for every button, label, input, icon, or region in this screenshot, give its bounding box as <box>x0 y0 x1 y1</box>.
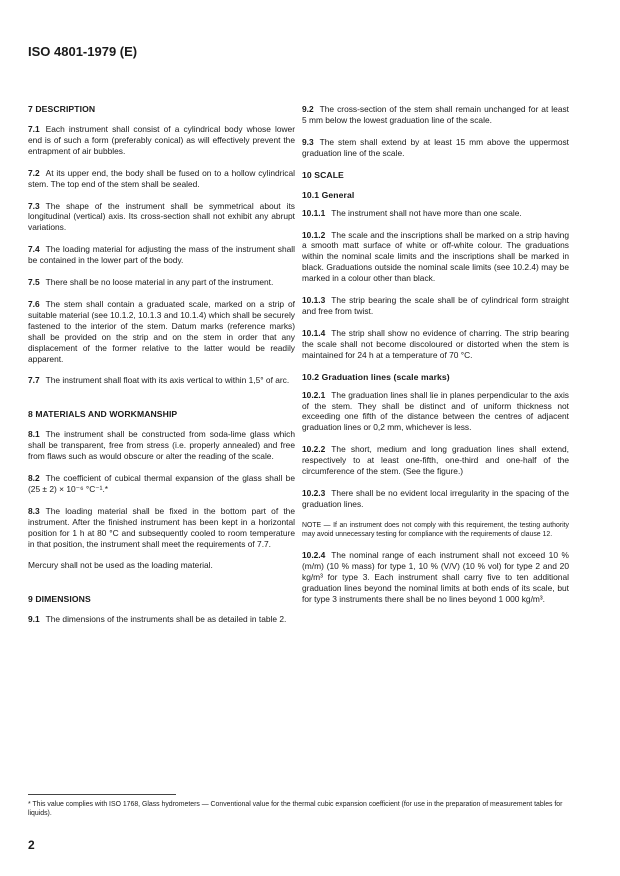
clause-number: 7.5 <box>28 277 40 288</box>
clause-paragraph <box>28 560 295 571</box>
document-header: ISO 4801-1979 (E) <box>28 44 138 59</box>
clause-number: 10.2.3 <box>302 487 326 498</box>
clause-text: The graduation lines shall lie in planes perpendicular to the axis of the stem. They shall be distinct and of uniform thickness not exceeding one fifth of the distance between the centres of adjacent graduation lines or 0,2 mm, whichever is less. <box>302 389 569 433</box>
clause-paragraph <box>302 295 569 317</box>
clause-text: Each instrument shall consist of a cylindrical body whose lower end is of such a form (preferably conical) as will effectively prevent the entrapment of air bubbles. <box>28 124 295 156</box>
clause-paragraph <box>302 208 569 219</box>
clause-text: The nominal range of each instrument shall not exceed 10 % (m/m) (10 % mass) for type 1, 10 % (V/V) (10 % vol) for type 2 and 20 kg/m³ for type 3. Each instrument shall carry five to ten additional graduation lines beyond the nominal limits at both ends of its scale, but for type 3 instruments there shall be no lines beyond 1 000 kg/m³. <box>302 550 569 604</box>
clause-paragraph <box>302 488 569 510</box>
clause-text: The instrument shall float with its axis vertical to within 1,5° of arc. <box>45 375 290 386</box>
footnote: * This value complies with ISO 1768, Glass hydrometers — Conventional value for the thermal cubic expansion coefficient (for use in the preparation of measurement tables for liquids). <box>28 801 563 818</box>
clause-number: 7.3 <box>28 200 40 211</box>
clause-paragraph <box>28 473 295 495</box>
clause-paragraph <box>28 429 295 462</box>
clause-number: 7.6 <box>28 298 40 309</box>
clause-text: There shall be no evident local irregularity in the spacing of the graduation lines. <box>302 487 569 509</box>
clause-number: 10.1.2 <box>302 229 326 240</box>
clause-paragraph <box>28 277 295 288</box>
clause-text: Mercury shall not be used as the loading material. <box>28 560 213 571</box>
clause-text: The cross-section of the stem shall remain unchanged for at least 5 mm below the lowest graduation line of the scale. <box>302 104 569 125</box>
right-column <box>302 104 569 616</box>
clause-number: 10.1.3 <box>302 295 326 306</box>
clause-paragraph <box>302 230 569 285</box>
section-heading: 9 DIMENSIONS <box>28 594 91 605</box>
clause-number: 8.3 <box>28 505 40 516</box>
clause-text: There shall be no loose material in any part of the instrument. <box>45 277 274 288</box>
footnote-rule <box>28 794 176 795</box>
clause-paragraph <box>302 390 569 434</box>
clause-paragraph <box>302 104 569 126</box>
clause-number: 8.1 <box>28 429 40 440</box>
clause-paragraph <box>28 299 295 364</box>
clause-text: At its upper end, the body shall be fused on to a hollow cylindrical stem. The top end of the stem shall be sealed. <box>28 167 295 189</box>
clause-text: The short, medium and long graduation lines shall extend, respectively to at least one-fifth, one-third and one-half of the circumference of the stem. (See the figure.) <box>302 444 569 477</box>
clause-paragraph <box>302 137 569 159</box>
clause-number: 10.1.4 <box>302 327 326 338</box>
clause-text: The stem shall extend by at least 15 mm above the uppermost graduation line of the scale. <box>302 136 569 158</box>
clause-text: The stem shall contain a graduated scale, marked on a strip of suitable material (see 10.1.2, 10.1.3 and 10.1.4) which shall be securely fastened to the interior of the stem. Datum marks (reference marks) shall be provided on the strip and on the stem in order that any displacement of the former relative to the latter would be readily apparent. <box>28 298 295 364</box>
section-heading: 7 DESCRIPTION <box>28 104 96 114</box>
clause-paragraph <box>28 614 295 625</box>
clause-paragraph <box>28 244 295 266</box>
clause-text: The coefficient of cubical thermal expansion of the glass shall be (25 ± 2) × 10⁻⁶ °C⁻¹.* <box>28 473 295 494</box>
section-spacer <box>28 582 295 594</box>
note: NOTE — If an instrument does not comply with this requirement, the testing authority may avoid unnecessary testing for compliance with the requirements of clause 12. <box>302 521 569 538</box>
clause-paragraph <box>28 168 295 190</box>
clause-number: 7.2 <box>28 167 40 178</box>
page-number: 2 <box>28 838 35 852</box>
section-heading: 8 MATERIALS AND WORKMANSHIP <box>28 409 178 420</box>
clause-text: The loading material shall be fixed in the bottom part of the instrument. After the finished instrument has been kept in a horizontal position for 1 h at 80 °C and subsequently cooled to room temperature in that position, the instrument shall meet the requirements of 7.7. <box>28 505 295 549</box>
section-heading: 10 SCALE <box>302 169 344 180</box>
clause-number: 10.2.2 <box>302 444 326 455</box>
clause-number: 7.1 <box>28 124 40 134</box>
clause-paragraph <box>302 444 569 477</box>
clause-text: The dimensions of the instruments shall be as detailed in table 2. <box>45 614 287 625</box>
clause-number: 8.2 <box>28 473 40 484</box>
section-spacer <box>28 397 295 409</box>
clause-number: 7.7 <box>28 375 40 386</box>
subsection-heading: 10.1 General <box>302 189 355 200</box>
clause-paragraph <box>28 375 295 386</box>
clause-paragraph <box>28 506 295 550</box>
clause-text: The scale and the inscriptions shall be marked on a strip having a smooth matt surface of white or off-white colour. The graduations within the nominal scale limits and the inscriptions shall be marked in black. Graduations outside the nominal scale limits (see 10.2.4) may be marked in a colour other than black. <box>302 229 569 284</box>
clause-number: 10.2.1 <box>302 389 326 400</box>
clause-text: The instrument shall be constructed from soda-lime glass which shall be transparent, free from stress (i.e. properly annealed) and free from flaws such as would obscure or alter the reading of the scale. <box>28 429 295 462</box>
clause-text: The instrument shall not have more than one scale. <box>331 207 522 218</box>
clause-text: The shape of the instrument shall be symmetrical about its longitudinal (vertical) axis. Its cross-section shall not exhibit any abrupt variations. <box>28 200 295 233</box>
clause-number: 9.1 <box>28 614 40 625</box>
clause-number: 10.2.4 <box>302 550 326 561</box>
clause-paragraph <box>28 201 295 234</box>
clause-number: 7.4 <box>28 244 40 255</box>
clause-text: The loading material for adjusting the mass of the instrument shall be contained in the lower part of the body. <box>28 244 295 266</box>
clause-paragraph <box>28 124 295 157</box>
clause-number: 10.1.1 <box>302 207 326 218</box>
subsection-heading: 10.2 Graduation lines (scale marks) <box>302 371 450 382</box>
clause-number: 9.2 <box>302 104 314 114</box>
clause-text: The strip bearing the scale shall be of cylindrical form straight and free from twist. <box>302 295 569 316</box>
clause-paragraph <box>302 550 569 605</box>
clause-text: The strip shall show no evidence of charring. The strip bearing the scale shall not become discoloured or distorted when the stem is maintained for 24 h at a temperature of 70 °C. <box>302 327 569 360</box>
clause-number: 9.3 <box>302 136 314 147</box>
left-column <box>28 104 295 636</box>
clause-paragraph <box>302 328 569 361</box>
